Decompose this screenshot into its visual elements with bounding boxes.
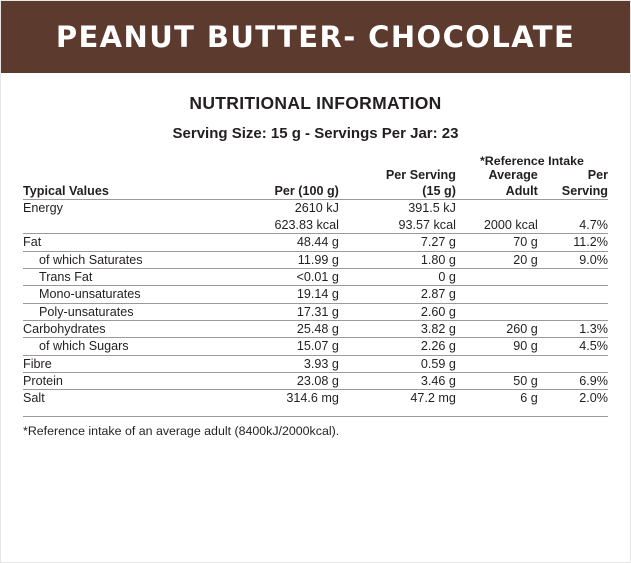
cell-average-adult bbox=[456, 200, 538, 217]
cell-nutrient-name: Mono-unsaturates bbox=[23, 286, 216, 303]
cell-per-100g: 17.31 g bbox=[216, 303, 339, 320]
table-row bbox=[23, 373, 608, 390]
table-row bbox=[23, 355, 608, 372]
cell-ri-per-serving: 11.2% bbox=[538, 234, 608, 251]
cell-average-adult: 260 g bbox=[456, 320, 538, 337]
cell-nutrient-name: Carbohydrates bbox=[23, 320, 216, 337]
cell-nutrient-name bbox=[23, 217, 216, 234]
cell-nutrient-name: Poly-unsaturates bbox=[23, 303, 216, 320]
table-header-row bbox=[23, 168, 608, 200]
cell-nutrient-name: Trans Fat bbox=[23, 268, 216, 285]
table-row bbox=[23, 217, 608, 234]
cell-per-100g: 25.48 g bbox=[216, 320, 339, 337]
cell-average-adult: 2000 kcal bbox=[483, 217, 538, 232]
cell-ri-per-serving: 4.5% bbox=[538, 338, 608, 355]
cell-nutrient-name: of which Saturates bbox=[23, 251, 216, 268]
cell-nutrient-name: Energy bbox=[23, 200, 216, 217]
table-row bbox=[23, 390, 608, 407]
table-row bbox=[23, 320, 608, 337]
table-row bbox=[23, 338, 608, 355]
table-row bbox=[23, 200, 608, 217]
cell-per-100g: 11.99 g bbox=[216, 251, 339, 268]
cell-per-serving: 1.80 g bbox=[339, 251, 456, 268]
footnote: *Reference intake of an average adult (8400kJ/2000kcal). bbox=[23, 416, 608, 438]
column-header-typical-values: Typical Values bbox=[23, 183, 109, 198]
column-header-average-adult bbox=[456, 168, 538, 200]
cell-average-adult: 90 g bbox=[456, 338, 538, 355]
cell-average-adult bbox=[456, 303, 538, 320]
page-title: NUTRITIONAL INFORMATION bbox=[189, 93, 442, 113]
cell-per-100g: <0.01 g bbox=[216, 268, 339, 285]
cell-per-serving: 0.59 g bbox=[339, 355, 456, 372]
table-row bbox=[23, 234, 608, 251]
serving-info: Serving Size: 15 g - Servings Per Jar: 23 bbox=[172, 125, 459, 142]
cell-average-adult bbox=[456, 355, 538, 372]
cell-per-serving: 2.60 g bbox=[339, 303, 456, 320]
column-header-average-adult-line2: Adult bbox=[505, 183, 538, 198]
column-header-ri-line2: Serving bbox=[561, 183, 608, 198]
column-header-ri-line1: Per bbox=[587, 168, 608, 182]
cell-ri-per-serving: 4.7% bbox=[579, 217, 608, 232]
cell-ri-per-serving bbox=[538, 200, 608, 217]
cell-average-adult: 70 g bbox=[456, 234, 538, 251]
cell-average-adult: 6 g bbox=[456, 390, 538, 407]
column-header-per-serving-line2: (15 g) bbox=[422, 183, 456, 198]
cell-average-adult: 50 g bbox=[456, 373, 538, 390]
cell-ri-per-serving: 1.3% bbox=[538, 320, 608, 337]
cell-ri-per-serving: 9.0% bbox=[538, 251, 608, 268]
cell-nutrient-name: Fibre bbox=[23, 355, 216, 372]
cell-average-adult bbox=[456, 286, 538, 303]
cell-per-serving: 2.26 g bbox=[339, 338, 456, 355]
cell-per-serving: 93.57 kcal bbox=[398, 217, 456, 232]
cell-ri-per-serving: 2.0% bbox=[538, 390, 608, 407]
cell-nutrient-name: Salt bbox=[23, 390, 216, 407]
column-header-average-adult-line1: Average bbox=[488, 168, 538, 182]
nutrition-table-body bbox=[23, 200, 608, 407]
cell-ri-per-serving bbox=[538, 303, 608, 320]
cell-nutrient-name: Protein bbox=[23, 373, 216, 390]
spacer-cell bbox=[216, 154, 339, 168]
cell-per-serving: 3.46 g bbox=[339, 373, 456, 390]
cell-per-serving: 47.2 mg bbox=[339, 390, 456, 407]
cell-per-serving: 0 g bbox=[339, 268, 456, 285]
table-row bbox=[23, 268, 608, 285]
column-header-per-100g: Per (100 g) bbox=[274, 183, 339, 198]
column-header-ri-per-serving bbox=[538, 168, 608, 200]
product-title: PEANUT BUTTER- CHOCOLATE bbox=[55, 20, 576, 54]
cell-ri-per-serving bbox=[538, 286, 608, 303]
cell-per-serving: 7.27 g bbox=[339, 234, 456, 251]
cell-per-100g: 48.44 g bbox=[216, 234, 339, 251]
cell-per-100g: 623.83 kcal bbox=[274, 217, 339, 232]
spacer-cell bbox=[339, 154, 456, 168]
cell-nutrient-name: of which Sugars bbox=[23, 338, 216, 355]
spacer-cell bbox=[23, 154, 216, 168]
cell-ri-per-serving bbox=[538, 268, 608, 285]
cell-ri-per-serving: 6.9% bbox=[538, 373, 608, 390]
table-row bbox=[23, 251, 608, 268]
cell-ri-per-serving bbox=[538, 355, 608, 372]
cell-average-adult bbox=[456, 268, 538, 285]
cell-per-100g: 314.6 mg bbox=[216, 390, 339, 407]
nutrition-table bbox=[23, 154, 608, 407]
label-content bbox=[1, 73, 630, 438]
cell-nutrient-name: Fat bbox=[23, 234, 216, 251]
cell-per-100g: 19.14 g bbox=[216, 286, 339, 303]
column-header-per-serving bbox=[339, 168, 456, 200]
cell-per-serving: 391.5 kJ bbox=[339, 200, 456, 217]
cell-average-adult: 20 g bbox=[456, 251, 538, 268]
cell-per-serving: 3.82 g bbox=[339, 320, 456, 337]
table-row bbox=[23, 303, 608, 320]
cell-per-100g: 3.93 g bbox=[216, 355, 339, 372]
cell-per-100g: 15.07 g bbox=[216, 338, 339, 355]
product-banner bbox=[1, 1, 630, 73]
table-row bbox=[23, 286, 608, 303]
table-ri-group-header-row bbox=[23, 154, 608, 168]
cell-per-100g: 2610 kJ bbox=[216, 200, 339, 217]
cell-per-serving: 2.87 g bbox=[339, 286, 456, 303]
reference-intake-group-header: *Reference Intake bbox=[479, 154, 584, 168]
cell-per-100g: 23.08 g bbox=[216, 373, 339, 390]
column-header-per-serving-line1: Per Serving bbox=[385, 168, 456, 182]
